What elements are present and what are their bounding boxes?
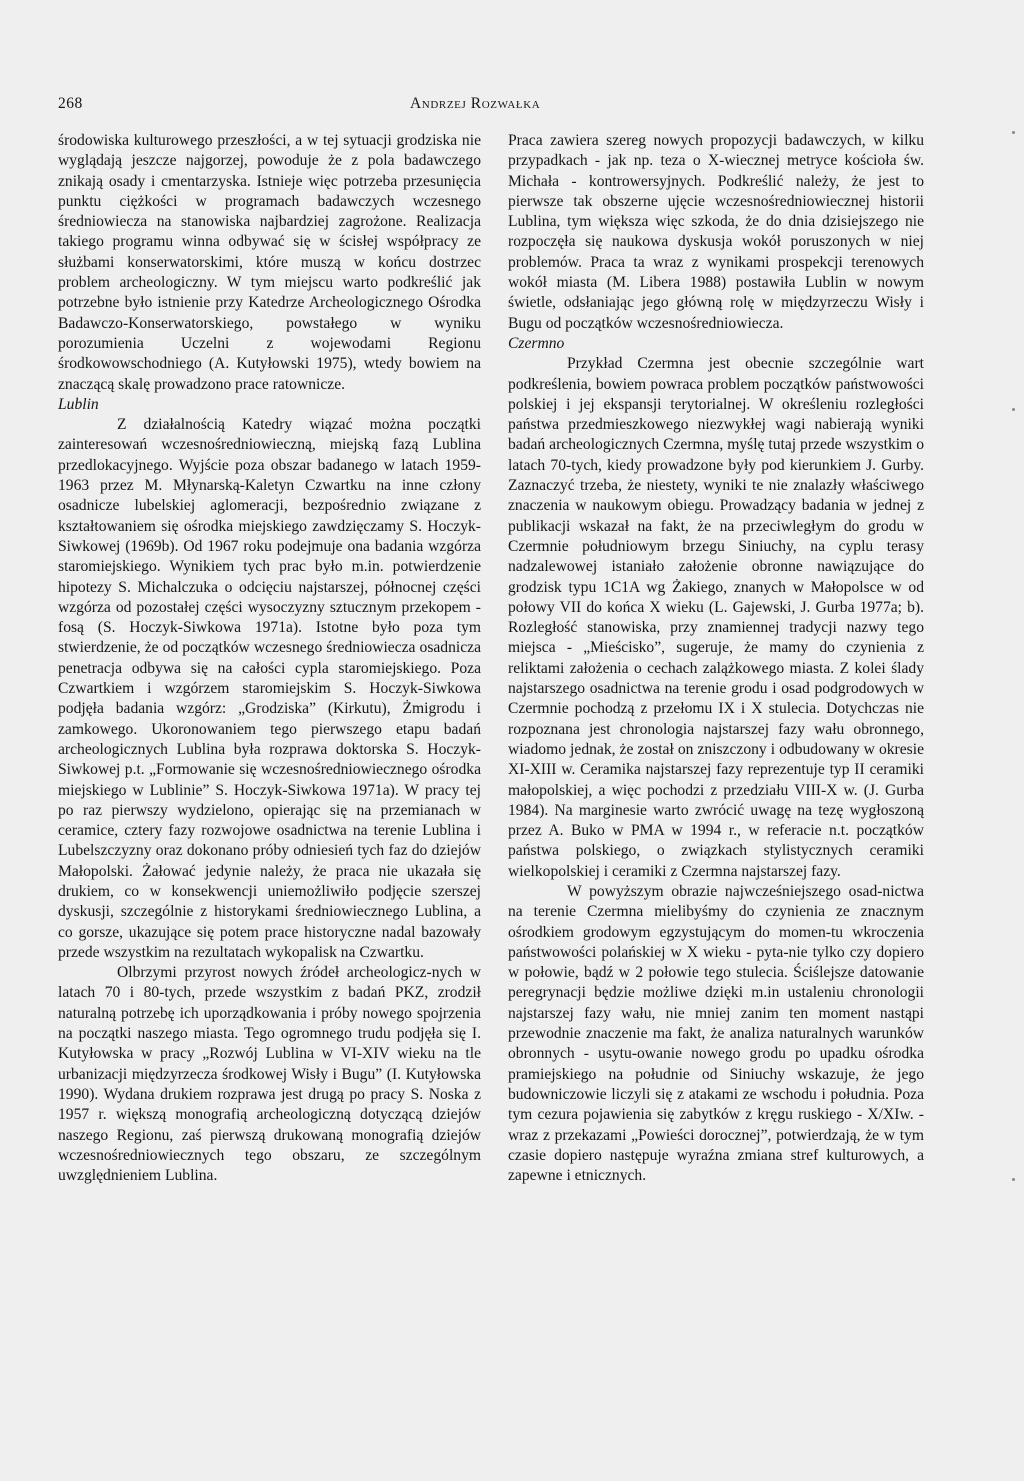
margin-speck xyxy=(1012,408,1015,411)
right-column xyxy=(508,131,924,1186)
section-heading-lublin: Lublin xyxy=(58,395,99,413)
margin-speck xyxy=(1012,1178,1015,1181)
paragraph: Olbrzymi przyrost nowych źródeł archeologicz-nych w latach 70 i 80-tych, przede wszystkim z badań PKZ, zrodził naturalną potrzebę ich uporządkowania i próby nowego spojrzenia na początki naszego miasta. Tego ogromnego trudu podjęła się I. Kutyłowska w pracy „Rozwój Lublina w VI-XIV wieku na tle urbanizacji międzyrzecza środkowej Wisły i Bugu” (I. Kutyłowska 1990). Wydana drukiem rozprawa jest drugą po pracy S. Noska z 1957 r. większą monografią archeologiczną dotyczącą dziejów naszego Regionu, zaś pierwszą drukowaną monografią dziejów wczesnośredniowiecznych tego obszaru, ze szczególnym uwzględnieniem Lublina. xyxy=(58,964,481,1185)
left-column xyxy=(58,131,481,1186)
paragraph: Przykład Czermna jest obecnie szczególnie wart podkreślenia, bowiem powraca problem początków państwowości polskiej i jej ekspansji terytorialnej. W określeniu rozległości państwa przedmieszkowego niezwykłej wagi nabierają wyniki badań archeologicznych Czermna, myślę tutaj przede wszystkim o latach 70-tych, kiedy prowadzone były pod kierunkiem J. Gurby. Zaznaczyć trzeba, że niestety, wyniki te nie znalazły właściwego znaczenia w naukowym obiegu. Prowadzący badania w jednej z publikacji wskazał na fakt, że na przeciwległym do grodu w Czermnie południowym brzegu Siniuchy, na cyplu terasy nadzalewowej istaniało założenie obronne nawiązujące do grodzisk typu 1C1A wg Żakiego, znanych w Małopolsce w od połowy VII do końca X wieku (L. Gajewski, J. Gurba 1977a; b). Rozległość stanowiska, przy znamiennej tradycji nazwy tego miejsca - „Mieścisko”, sugeruje, że mamy do czynienia z reliktami założenia o cechach zalążkowego miasta. Z kolei ślady najstarszego osadnictwa na terenie grodu i osad podgrodowych w Czermnie pochodzą z przełomu IX i X stulecia. Dotychczas nie rozpoznana jest chronologia najstarszej fazy wału obronnego, wiadomo jednak, że został on zniszczony i odbudowany w okresie XI-XIII w. Ceramika najstarszej fazy reprezentuje typ II ceramiki małopolskiej, a więc pochodzi z przedziału VIII-X w. (J. Gurba 1984). Na marginesie warto zwrócić uwagę na tezę wygłoszoną przez A. Buko w PMA w 1994 r., w referacie n.t. początków państwa polskiego, o związkach stylistycznych ceramiki wielkopolskiej i ceramiki z Czermna najstarszej fazy. xyxy=(508,355,924,880)
paragraph: Z działalnością Katedry wiązać można początki zainteresowań wczesnośredniowieczną, miejską fazą Lublina przedlokacyjnego. Wyjście poza obszar badanego w latach 1959-1963 przez M. Młynarską-Kaletyn Czwartku na inne człony osadnicze lubelskiej aglomeracji, bezpośrednio związane z kształtowaniem się ośrodka miejskiego zawdzięczamy S. Hoczyk-Siwkowej (1969b). Od 1967 roku podejmuje ona badania wzgórza staromiejskiego. Wynikiem tych prac było m.in. potwierdzenie hipotezy S. Michalczuka o odcięciu najstarszej, północnej części wzgórza od pozostałej części wysoczyzny sztucznym przekopem - fosą (S. Hoczyk-Siwkowa 1971a). Istotne było poza tym stwierdzenie, że od początków wczesnego średniowiecza osadnicza penetracja odbywa się na całości cypla staromiejskiego. Poza Czwartkiem i wzgórzem staromiejskim S. Hoczyk-Siwkowa podjęła badania wzgórz: „Grodziska” (Kirkutu), Żmigrodu i zamkowego. Ukoronowaniem tego pierwszego etapu badań archeologicznych Lublina była rozprawa doktorska S. Hoczyk-Siwkowej p.t. „Formowanie się wczesnośredniowiecznego ośrodka miejskiego w Lublinie” S. Hoczyk-Siwkowa 1971a). W pracy tej po raz pierwszy wydzielono, opierając się na przemianach w ceramice, cztery fazy rozwojowe osadnictwa na terenie Lublina i Lubelszczyzny oraz dokonano próby odniesień tych faz do dziejów Małopolski. Żałować jedynie należy, że praca nie ukazała się drukiem, co w konsekwencji uniemożliwiło podjęcie szerszej dyskusji, szczególnie z historykami średniowiecznego Lublina, a co gorsze, ukazujące się potem prace historyczne nadal bazowały przede wszystkim na rezultatach wykopalisk na Czwartku. xyxy=(58,416,481,961)
margin-speck xyxy=(1012,131,1015,134)
section-heading-czermno: Czermno xyxy=(508,334,565,352)
paragraph: W powyższym obrazie najwcześniejszego osad-nictwa na terenie Czermna mielibyśmy do czynienia ze znacznym ośrodkiem grodowym egzystującym do momen-tu wkroczenia państwowości polańskiej w X wieku - pyta-nie tylko czy dopiero w połowie, bądź w 2 połowie tego stulecia. Ściślejsze datowanie peregrynacji będzie możliwe dzięki m.in ustaleniu chronologii najstarszej fazy wału, nie mniej zanim ten moment nastąpi przewodnie znaczenie ma fakt, że analiza naturalnych warunków obronnych - usytu-owanie nowego grodu po upadku ośrodka pramiejskiego na południe od Siniuchy wskazuje, że jego budowniczowie liczyli się z atakami ze wschodu i południa. Poza tym cezura pojawienia się zabytków z kręgu ruskiego - X/XIw. - wraz z przekazami „Powieści dorocznej”, potwierdzają, że w tym czasie dopiero następuje wyraźna zmiana stref kulturowych, a zapewne i etnicznych. xyxy=(508,882,924,1185)
running-head: Andrzej Rozwałka xyxy=(410,95,541,112)
page-number: 268 xyxy=(58,95,83,112)
paragraph: Praca zawiera szereg nowych propozycji badawczych, w kilku przypadkach - jak np. teza o X-wiecznej metryce kościoła św. Michała - kontrowersyjnych. Podkreślić należy, że jest to pierwsze tak obszerne ujęcie wczesnośredniowiecznej historii Lublina, tym większa więc szkoda, że do dnia dzisiejszego nie rozpoczęła się naukowa dyskusja wokół poruszonych w niej problemów. Praca ta wraz z wynikami prospekcji terenowych wokół miasta (M. Libera 1988) postawiła Lublin w nowym świetle, odsłaniając jego główną rolę w międzyrzeczu Wisły i Bugu od początków wczesnośredniowiecza. xyxy=(508,132,924,332)
paragraph: środowiska kulturowego przeszłości, a w tej sytuacji grodziska nie wyglądają jeszcze najgorzej, powoduje że z pola badawczego znikają osady i cmentarzyska. Istnieje więc potrzeba przesunięcia punktu ciężkości w programach badawczych wczesnego średniowiecza na stanowiska najbardziej zagrożone. Realizacja takiego programu winna odbywać się w ścisłej współpracy ze służbami konserwatorskimi, które muszą w końcu dostrzec problem archeologiczny. W tym miejscu warto podkreślić jak potrzebne było istnienie przy Katedrze Archeologicznego Ośrodka Badawczo-Konserwatorskiego, powstałego w wyniku porozumienia Uczelni z wojewodami Regionu środkowowschodniego (A. Kutyłowski 1975), wtedy bowiem na znaczącą skalę prowadzono prace ratownicze. xyxy=(58,132,481,393)
page-header xyxy=(58,95,578,119)
